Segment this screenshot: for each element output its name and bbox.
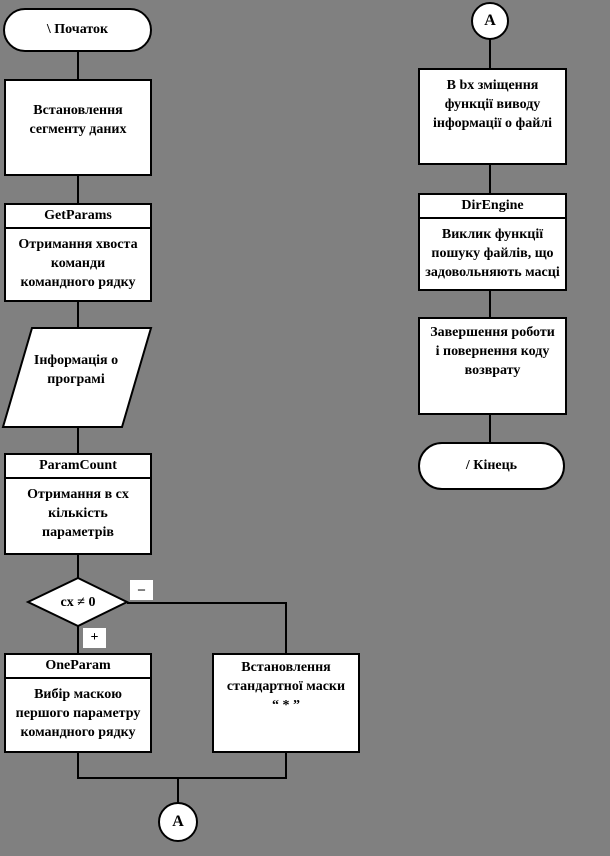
process-text-line: інформації о файлі — [433, 116, 552, 131]
process-finish-return-code — [418, 317, 567, 415]
connector-a-bottom — [158, 802, 198, 842]
process-direngine-title: DirEngine — [420, 195, 565, 219]
process-oneparam-title: OneParam — [6, 655, 150, 679]
process-text-line: пошуку файлів, що — [431, 246, 554, 261]
process-oneparam — [4, 653, 152, 753]
process-text-line: і повернення коду — [435, 344, 550, 359]
process-getparams — [4, 203, 152, 302]
process-text-line: “ * ” — [272, 698, 300, 713]
process-text-line: Отримання в cx — [27, 487, 129, 502]
process-text-line: параметрів — [42, 525, 114, 540]
terminator-start-label: \ Початок — [46, 22, 109, 37]
process-getparams-title: GetParams — [6, 205, 150, 229]
io-text-line: програмі — [47, 372, 105, 387]
process-text-line: функції виводу — [444, 97, 541, 112]
process-text-line: Завершення роботи — [430, 325, 555, 340]
decision-cx-label: cx ≠ 0 — [60, 595, 96, 610]
process-text-line: Отримання хвоста — [18, 237, 138, 252]
connector-a-top-label: А — [484, 12, 496, 29]
edge-label-minus: – — [130, 580, 153, 600]
process-text-line: команди — [50, 256, 106, 271]
terminator-start — [3, 8, 152, 52]
process-paramcount-title: ParamCount — [6, 455, 150, 479]
io-text-line: Інформація о — [33, 353, 119, 368]
process-paramcount — [4, 453, 152, 555]
io-program-info-label — [20, 351, 132, 389]
process-bx-offset — [418, 68, 567, 165]
edge-merge — [78, 751, 286, 778]
process-set-data-segment — [4, 79, 152, 176]
process-text-line: возврату — [464, 363, 521, 378]
process-text-line: командного рядку — [20, 725, 136, 740]
process-text-line: Вибір маскою — [34, 687, 122, 702]
edge-decision-minus — [127, 603, 286, 654]
process-text-line: першого параметру — [15, 706, 141, 721]
process-set-default-mask — [212, 653, 360, 753]
process-direngine — [418, 193, 567, 291]
edge-label-plus: + — [83, 628, 106, 648]
process-text-line: В bx зміщення — [446, 78, 539, 93]
process-text-line: Встановлення — [241, 660, 331, 675]
process-text-line: Встановлення — [33, 103, 123, 118]
process-text-line: командного рядку — [20, 275, 136, 290]
process-text-line: стандартної маски — [226, 679, 346, 694]
process-text-line: Виклик функції — [441, 227, 544, 242]
connector-a-top — [471, 2, 509, 40]
terminator-end — [418, 442, 565, 490]
connector-a-bottom-label: А — [172, 813, 184, 830]
process-text-line: задовольняють масці — [425, 265, 560, 280]
terminator-end-label: / Кінець — [465, 458, 518, 473]
process-text-line: кількість — [48, 506, 108, 521]
process-text-line: сегменту даних — [29, 122, 127, 137]
